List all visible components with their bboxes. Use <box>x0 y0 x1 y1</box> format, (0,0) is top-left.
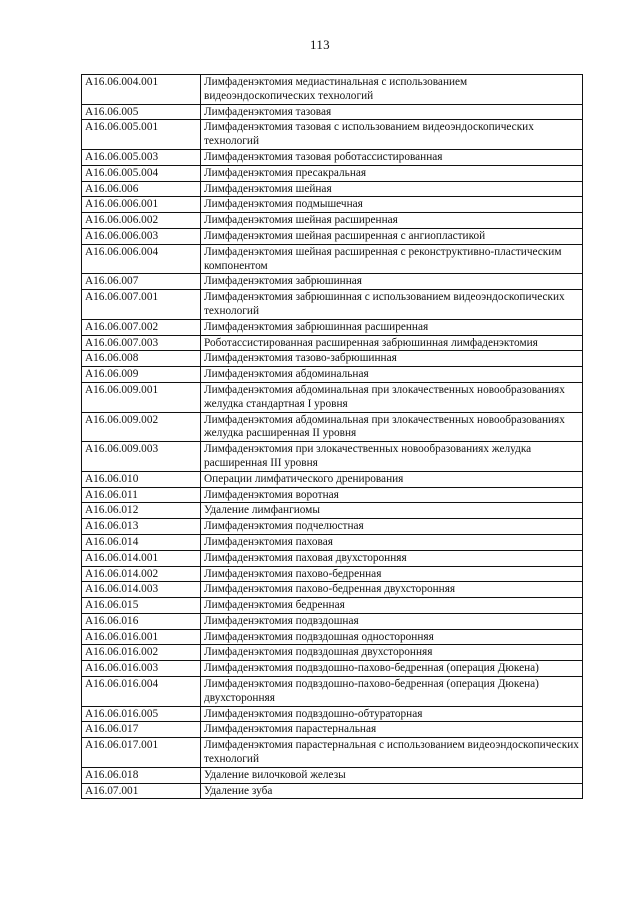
table-row <box>82 767 583 783</box>
procedure-name: Удаление зуба <box>201 783 583 799</box>
procedure-name: Лимфаденэктомия парастернальная <box>201 722 583 738</box>
procedure-code: A16.06.005.001 <box>82 120 201 150</box>
table-row <box>82 471 583 487</box>
procedure-name: Лимфаденэктомия шейная <box>201 181 583 197</box>
procedure-name: Лимфаденэктомия подчелюстная <box>201 519 583 535</box>
procedure-name: Лимфаденэктомия тазово-забрюшинная <box>201 351 583 367</box>
procedure-code: A16.06.014.003 <box>82 582 201 598</box>
procedure-code: A16.06.014.002 <box>82 566 201 582</box>
procedure-code: A16.06.017.001 <box>82 738 201 768</box>
procedure-code: A16.06.016.002 <box>82 645 201 661</box>
procedure-code: A16.06.016.005 <box>82 706 201 722</box>
procedure-name: Лимфаденэктомия абдоминальная при злокачественных новообразованиях желудка расширенная II уровня <box>201 412 583 442</box>
procedure-name: Лимфаденэктомия подвздошно-обтураторная <box>201 706 583 722</box>
table-row <box>82 367 583 383</box>
table-row <box>82 519 583 535</box>
procedure-code: A16.06.014 <box>82 534 201 550</box>
procedure-code: A16.06.009 <box>82 367 201 383</box>
procedure-name: Удаление лимфангиомы <box>201 503 583 519</box>
procedure-name: Лимфаденэктомия тазовая с использованием видеоэндоскопических технологий <box>201 120 583 150</box>
procedure-name: Лимфаденэктомия парастернальная с использованием видеоэндоскопических технологий <box>201 738 583 768</box>
procedure-code: A16.06.016 <box>82 613 201 629</box>
procedure-code: A16.06.010 <box>82 471 201 487</box>
procedure-code: A16.06.016.004 <box>82 677 201 707</box>
procedure-code: A16.06.007.003 <box>82 335 201 351</box>
table-row <box>82 274 583 290</box>
table-row <box>82 677 583 707</box>
table-row <box>82 661 583 677</box>
procedure-code: A16.06.016.003 <box>82 661 201 677</box>
procedure-code: A16.06.004.001 <box>82 75 201 105</box>
procedure-name: Лимфаденэктомия шейная расширенная с ангиопластикой <box>201 228 583 244</box>
table-row <box>82 550 583 566</box>
procedure-name: Лимфаденэктомия подвздошная односторонняя <box>201 629 583 645</box>
procedure-name: Удаление вилочковой железы <box>201 767 583 783</box>
procedure-code: A16.06.014.001 <box>82 550 201 566</box>
table-row <box>82 213 583 229</box>
table-row <box>82 442 583 472</box>
procedure-code: A16.06.018 <box>82 767 201 783</box>
procedure-name: Лимфаденэктомия воротная <box>201 487 583 503</box>
table-row <box>82 290 583 320</box>
table-row <box>82 598 583 614</box>
table-row <box>82 75 583 105</box>
procedure-code: A16.06.017 <box>82 722 201 738</box>
procedure-code: A16.06.012 <box>82 503 201 519</box>
procedure-code: A16.06.007 <box>82 274 201 290</box>
table-row <box>82 534 583 550</box>
procedure-name: Лимфаденэктомия подвздошно-пахово-бедренная (операция Дюкена) <box>201 661 583 677</box>
procedure-name: Лимфаденэктомия забрюшинная расширенная <box>201 319 583 335</box>
table-row <box>82 738 583 768</box>
procedure-name: Лимфаденэктомия пахово-бедренная <box>201 566 583 582</box>
table-row <box>82 629 583 645</box>
procedure-code: A16.06.007.002 <box>82 319 201 335</box>
procedure-code: A16.06.006 <box>82 181 201 197</box>
procedure-name: Лимфаденэктомия подвздошная двухсторонняя <box>201 645 583 661</box>
procedure-name: Лимфаденэктомия подвздошная <box>201 613 583 629</box>
table-row <box>82 104 583 120</box>
table-row <box>82 335 583 351</box>
page-number: 113 <box>310 37 330 52</box>
procedure-name: Операции лимфатического дренирования <box>201 471 583 487</box>
procedure-name: Лимфаденэктомия абдоминальная при злокачественных новообразованиях желудка стандартная I уровня <box>201 382 583 412</box>
procedure-code: A16.06.009.001 <box>82 382 201 412</box>
procedure-name: Лимфаденэктомия тазовая <box>201 104 583 120</box>
table-row <box>82 228 583 244</box>
table-row <box>82 722 583 738</box>
table-row <box>82 613 583 629</box>
procedure-name: Лимфаденэктомия подмышечная <box>201 197 583 213</box>
procedure-name: Лимфаденэктомия забрюшинная <box>201 274 583 290</box>
procedure-name: Лимфаденэктомия паховая <box>201 534 583 550</box>
procedure-code: A16.06.006.004 <box>82 244 201 274</box>
procedure-name: Лимфаденэктомия шейная расширенная <box>201 213 583 229</box>
table-row <box>82 244 583 274</box>
procedure-codes-table <box>81 74 583 799</box>
procedure-code: A16.06.015 <box>82 598 201 614</box>
procedure-name: Лимфаденэктомия медиастинальная с использованием видеоэндоскопических технологий <box>201 75 583 105</box>
procedure-code: A16.06.006.003 <box>82 228 201 244</box>
procedure-name: Лимфаденэктомия бедренная <box>201 598 583 614</box>
table-row <box>82 382 583 412</box>
procedure-name: Лимфаденэктомия при злокачественных новообразованиях желудка расширенная III уровня <box>201 442 583 472</box>
table-body <box>82 75 583 799</box>
procedure-code: A16.06.009.003 <box>82 442 201 472</box>
table-row <box>82 706 583 722</box>
procedure-code: A16.06.009.002 <box>82 412 201 442</box>
procedure-code: A16.06.006.001 <box>82 197 201 213</box>
procedure-name: Лимфаденэктомия забрюшинная с использованием видеоэндоскопических технологий <box>201 290 583 320</box>
table-row <box>82 503 583 519</box>
procedure-code: A16.06.013 <box>82 519 201 535</box>
procedure-name: Лимфаденэктомия пахово-бедренная двухсторонняя <box>201 582 583 598</box>
procedure-code: A16.06.005 <box>82 104 201 120</box>
procedure-name: Лимфаденэктомия пресакральная <box>201 165 583 181</box>
procedure-code: A16.06.005.003 <box>82 149 201 165</box>
procedure-name: Лимфаденэктомия тазовая роботассистированная <box>201 149 583 165</box>
procedure-code: A16.06.008 <box>82 351 201 367</box>
procedure-name: Роботассистированная расширенная забрюшинная лимфаденэктомия <box>201 335 583 351</box>
procedure-name: Лимфаденэктомия абдоминальная <box>201 367 583 383</box>
procedure-name: Лимфаденэктомия шейная расширенная с реконструктивно-пластическим компонентом <box>201 244 583 274</box>
table-row <box>82 783 583 799</box>
table-row <box>82 149 583 165</box>
table-row <box>82 351 583 367</box>
procedure-code: A16.06.005.004 <box>82 165 201 181</box>
table-row <box>82 645 583 661</box>
table-row <box>82 120 583 150</box>
table-row <box>82 412 583 442</box>
table-row <box>82 487 583 503</box>
table-row <box>82 566 583 582</box>
procedure-name: Лимфаденэктомия подвздошно-пахово-бедренная (операция Дюкена) двухсторонняя <box>201 677 583 707</box>
procedure-name: Лимфаденэктомия паховая двухсторонняя <box>201 550 583 566</box>
procedure-code: A16.06.007.001 <box>82 290 201 320</box>
procedure-code: A16.06.006.002 <box>82 213 201 229</box>
table-row <box>82 582 583 598</box>
table-row <box>82 197 583 213</box>
procedure-code: A16.06.011 <box>82 487 201 503</box>
table-row <box>82 319 583 335</box>
table-row <box>82 165 583 181</box>
procedure-code: A16.06.016.001 <box>82 629 201 645</box>
procedure-code: A16.07.001 <box>82 783 201 799</box>
table-row <box>82 181 583 197</box>
